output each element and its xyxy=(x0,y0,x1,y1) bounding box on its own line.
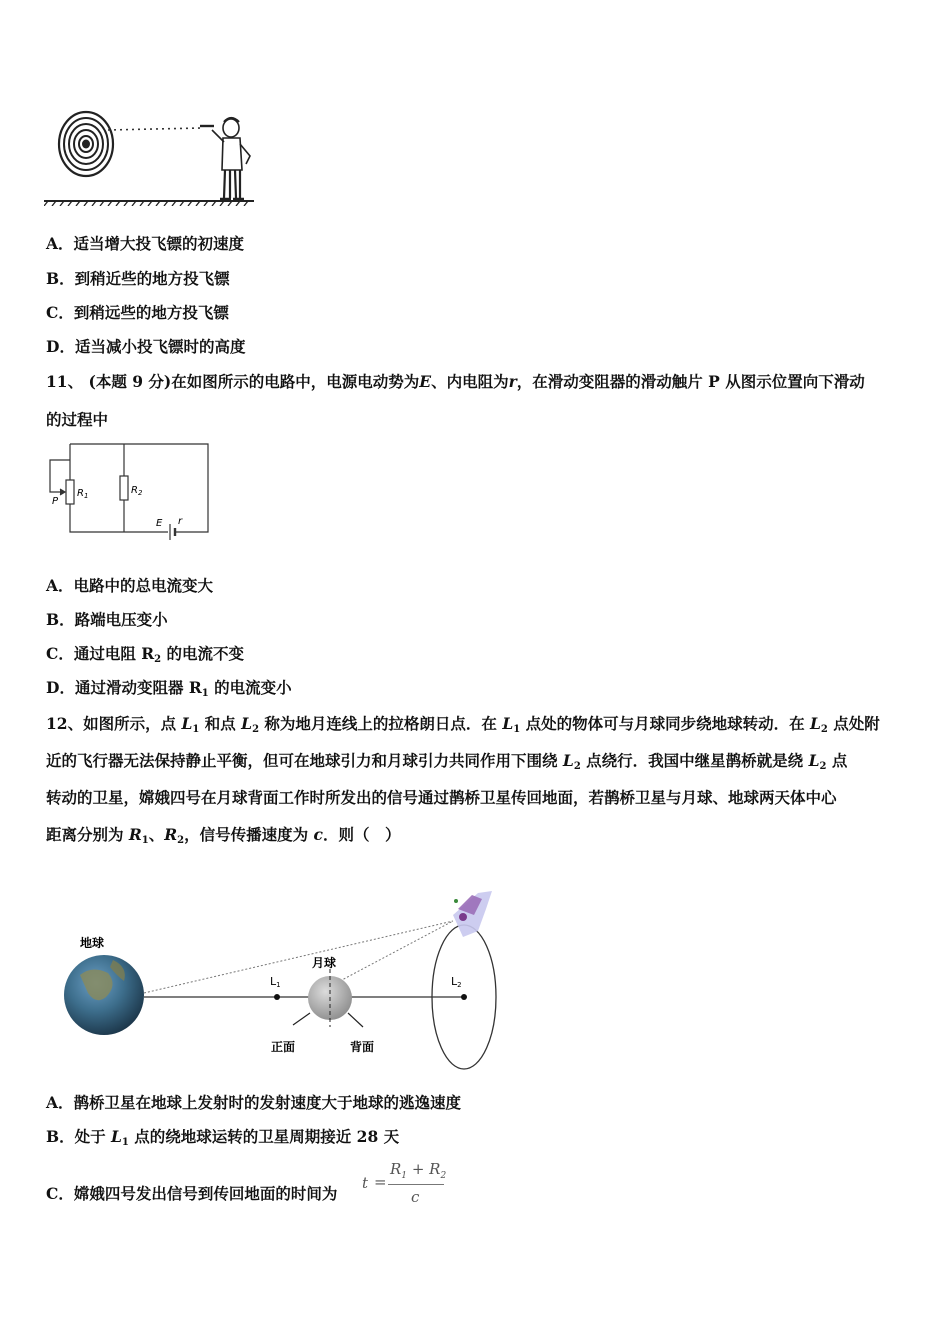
question-points: (本题 9 分) xyxy=(88,372,172,391)
q12-option-c[interactable]: C．嫦娥四号发出信号到传回地面的时间为 xyxy=(46,1184,338,1203)
q10-option-b[interactable] xyxy=(46,269,230,289)
q11-option-d[interactable]: D．通过滑动变阻器 $R_1$ 的电流变小 xyxy=(46,678,292,699)
question-number: 11、 xyxy=(46,372,84,391)
front-arrow-icon xyxy=(293,1013,310,1025)
option-text: 到稍近些的地方投飞镖 xyxy=(74,269,230,288)
label-p: P xyxy=(52,496,59,507)
resistor-r1 xyxy=(66,480,74,504)
q12-option-a[interactable]: A．鹊桥卫星在地球上发射时的发射速度大于地球的逃逸速度 xyxy=(46,1093,462,1112)
q10-option-a[interactable] xyxy=(46,234,244,254)
q12-stem-line-1: 12、如图所示，点 $L_1$ 和点 $L_2$ 称为地月连线上的拉格朗日点．在 $L_1$ 点处的物体可与月球同步绕地球转动．在 $L_2$ 点处附 xyxy=(46,714,880,735)
q11-option-c[interactable]: C．通过电阻 $R_2$ 的电流不变 xyxy=(46,644,244,665)
moon-label: 月球 xyxy=(312,956,337,970)
slider-arrow-icon xyxy=(60,489,65,495)
l2-point xyxy=(461,994,467,1000)
option-label: D． xyxy=(46,337,75,356)
circuit-figure xyxy=(44,440,214,540)
label-r: r xyxy=(178,516,183,527)
lagrange-figure xyxy=(58,885,503,1070)
back-arrow-icon xyxy=(348,1013,363,1027)
label-r1: $R_1$ xyxy=(77,488,89,500)
dart-target-figure xyxy=(44,98,259,206)
time-formula: t = $R_1 + R_2$ c xyxy=(362,1160,447,1206)
q11-stem-line-2: 的过程中 xyxy=(46,410,109,429)
earth-label: 地球 xyxy=(80,936,105,950)
q12-stem-line-3: 转动的卫星，嫦娥四号在月球背面工作时所发出的信号通过鹊桥卫星传回地面，若鹊桥卫星与月球、地球两天体中心 xyxy=(46,788,837,807)
l2-label: L2 xyxy=(451,975,462,989)
signal-line-earth xyxy=(144,921,453,993)
relay-satellite-icon xyxy=(453,891,492,937)
q12-option-b[interactable]: B．处于 $L_1$ 点的绕地球运转的卫星周期接近 28 天 xyxy=(46,1127,400,1148)
q11-stem-line-1: 11、 (本题 9 分)在如图所示的电路中，电源电动势为E、内电阻为r，在滑动变阻器的滑动触片 P 从图示位置向下滑动 xyxy=(46,372,865,391)
target-rings xyxy=(59,112,113,176)
front-label: 正面 xyxy=(271,1040,296,1054)
q10-option-d[interactable] xyxy=(46,337,245,357)
label-r2: $R_2$ xyxy=(131,485,143,497)
resistor-r2 xyxy=(120,476,128,500)
option-text: 到稍远些的地方投飞镖 xyxy=(73,303,229,322)
option-text: 适当减小投飞镖时的高度 xyxy=(74,337,246,356)
q12-stem-line-4: 距离分别为 $R_1$、$R_2$，信号传播速度为 c．则（ ） xyxy=(46,825,401,846)
back-label: 背面 xyxy=(350,1040,375,1054)
option-label: A． xyxy=(46,234,74,253)
l1-point xyxy=(274,994,280,1000)
signal-line-moon xyxy=(340,921,453,981)
question-number: 12、 xyxy=(46,714,84,733)
option-label: B． xyxy=(46,269,75,288)
fraction-bar xyxy=(388,1184,444,1185)
option-label: C． xyxy=(46,303,74,322)
l1-label: L1 xyxy=(270,975,281,989)
label-e: E xyxy=(156,518,163,529)
dart-trajectory xyxy=(108,128,202,130)
q10-option-c[interactable] xyxy=(46,303,229,323)
option-text: 适当增大投飞镖的初速度 xyxy=(73,234,245,253)
q12-stem-line-2: 近的飞行器无法保持静止平衡，但可在地球引力和月球引力共同作用下围绕 $L_2$ 点绕行．我国中继星鹊桥就是绕 $L_2$ 点 xyxy=(46,751,848,772)
thrower-icon xyxy=(200,118,250,199)
circuit-wire xyxy=(70,444,208,532)
q11-option-a[interactable]: A．电路中的总电流变大 xyxy=(46,576,214,595)
ground-line xyxy=(44,201,254,206)
q11-option-b[interactable]: B．路端电压变小 xyxy=(46,610,168,629)
